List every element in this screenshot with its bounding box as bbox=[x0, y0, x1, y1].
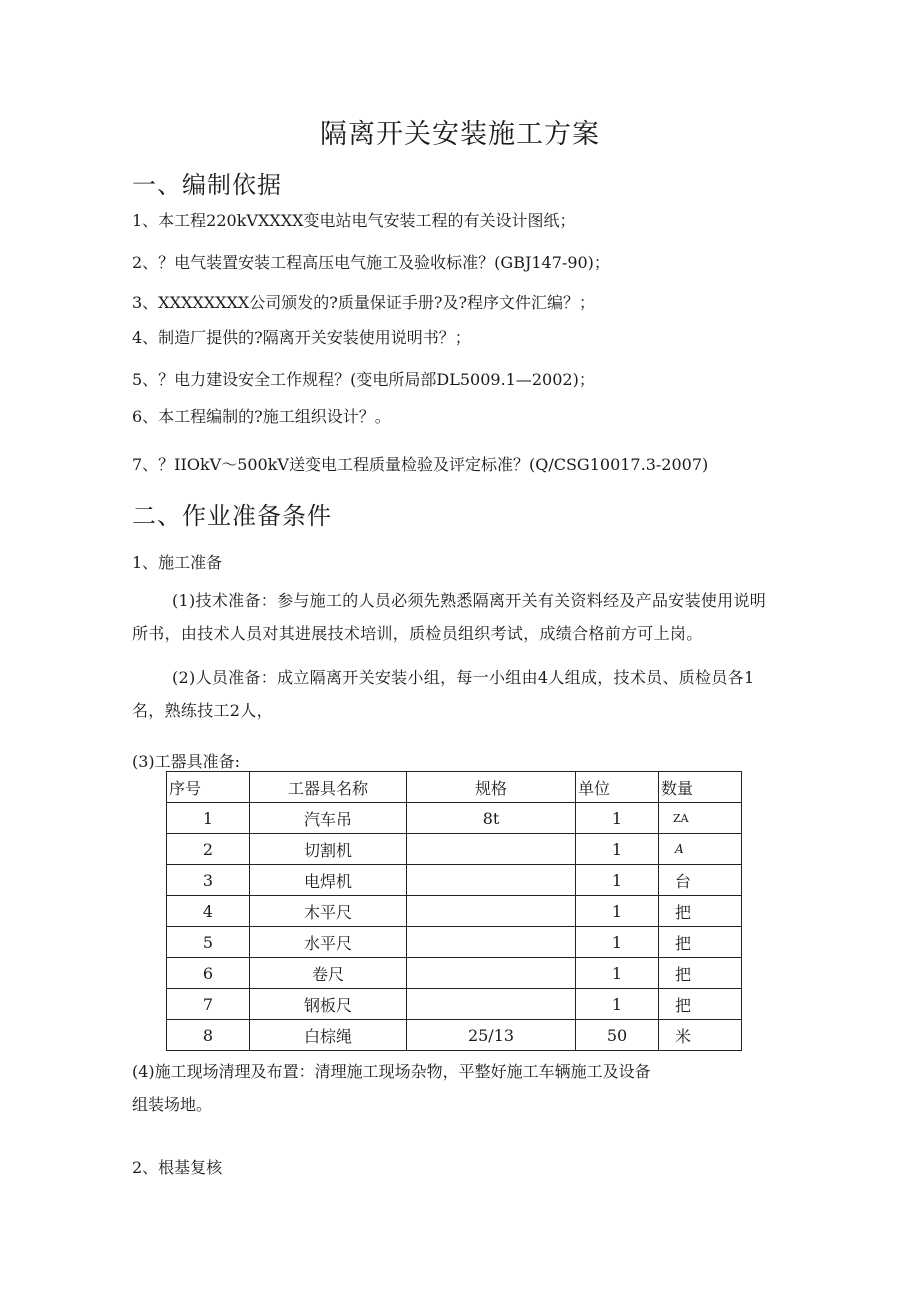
section-heading-basis: 一、编制依据 bbox=[132, 171, 282, 199]
table-header-cell: 序号 bbox=[167, 772, 250, 803]
paragraph-personnel-prep: (2)人员准备：成立隔离开关安装小组，每一小组由4人组成，技术员、质检员各1名，熟练技工2人， bbox=[132, 668, 755, 720]
table-row bbox=[167, 896, 742, 927]
table-row bbox=[167, 958, 742, 989]
table-cell: 白棕绳 bbox=[250, 1020, 407, 1051]
table-cell: 木平尺 bbox=[250, 896, 407, 927]
table-cell: 1 bbox=[167, 803, 250, 834]
table-cell: ZA bbox=[659, 803, 742, 834]
table-cell bbox=[407, 834, 576, 865]
table-cell: 汽车吊 bbox=[250, 803, 407, 834]
table-cell: 50 bbox=[576, 1020, 659, 1051]
table-row bbox=[167, 865, 742, 896]
table-cell: 钢板尺 bbox=[250, 989, 407, 1020]
table-cell: 1 bbox=[576, 958, 659, 989]
basis-item-1: 1、本工程220kVXXXX变电站电气安装工程的有关设计图纸； bbox=[132, 211, 576, 230]
table-cell: 3 bbox=[167, 865, 250, 896]
table-cell: 1 bbox=[576, 989, 659, 1020]
table-cell: 8 bbox=[167, 1020, 250, 1051]
table-cell bbox=[407, 989, 576, 1020]
table-cell: 1 bbox=[576, 803, 659, 834]
table-cell: 卷尺 bbox=[250, 958, 407, 989]
table-cell: 7 bbox=[167, 989, 250, 1020]
table-cell: 电焊机 bbox=[250, 865, 407, 896]
paragraph-site-clearing: (4)施工现场清理及布置：清理施工现场杂物，平整好施工车辆施工及设备组装场地。 bbox=[132, 1062, 651, 1114]
table-header-cell: 单位 bbox=[576, 772, 659, 803]
table-cell: 米 bbox=[659, 1020, 742, 1051]
table-header-row bbox=[167, 772, 742, 803]
table-cell: 2 bbox=[167, 834, 250, 865]
table-cell bbox=[407, 896, 576, 927]
table-cell: 25/13 bbox=[407, 1020, 576, 1051]
basis-item-4: 4、制造厂提供的?隔离开关安装使用说明书？； bbox=[132, 328, 471, 347]
table-cell: 5 bbox=[167, 927, 250, 958]
table-row bbox=[167, 989, 742, 1020]
table-cell: 水平尺 bbox=[250, 927, 407, 958]
table-row bbox=[167, 1020, 742, 1051]
tools-table bbox=[166, 771, 742, 1051]
table-cell: A bbox=[659, 834, 742, 865]
paragraph-tools-prep: (3)工器具准备: bbox=[132, 752, 241, 771]
table-cell: 1 bbox=[576, 865, 659, 896]
basis-item-7: 7、？IIOkV～500kV送变电工程质量检验及评定标准？(Q/CSG10017.3-2007) bbox=[132, 455, 709, 474]
table-row bbox=[167, 803, 742, 834]
table-cell: 把 bbox=[659, 989, 742, 1020]
table-cell: 把 bbox=[659, 927, 742, 958]
section-heading-preparation: 二、作业准备条件 bbox=[132, 502, 332, 530]
table-row bbox=[167, 834, 742, 865]
basis-item-2: 2、？电气装置安装工程高压电气施工及验收标准？(GBJ147-90)； bbox=[132, 253, 610, 272]
table-cell bbox=[407, 927, 576, 958]
table-header-cell: 规格 bbox=[407, 772, 576, 803]
table-cell bbox=[407, 958, 576, 989]
document-title: 隔离开关安装施工方案 bbox=[320, 119, 600, 150]
table-cell: 把 bbox=[659, 896, 742, 927]
subheading-construction-prep: 1、施工准备 bbox=[132, 553, 223, 572]
table-cell: 切割机 bbox=[250, 834, 407, 865]
table-cell: 1 bbox=[576, 927, 659, 958]
table-cell: 1 bbox=[576, 896, 659, 927]
basis-item-5: 5、？电力建设安全工作规程？(变电所局部DL5009.1—2002)； bbox=[132, 370, 595, 389]
basis-item-6: 6、本工程编制的?施工组织设计？。 bbox=[132, 407, 391, 426]
table-cell: 6 bbox=[167, 958, 250, 989]
table-cell: 把 bbox=[659, 958, 742, 989]
table-header-cell: 数量 bbox=[659, 772, 742, 803]
paragraph-technical-prep: (1)技术准备：参与施工的人员必须先熟悉隔离开关有关资料经及产品安装使用说明所书，由技术人员对其进展技术培训，质检员组织考试，成绩合格前方可上岗。 bbox=[132, 591, 767, 643]
subheading-foundation-check: 2、根基复核 bbox=[132, 1158, 223, 1177]
table-cell: 4 bbox=[167, 896, 250, 927]
table-cell: 8t bbox=[407, 803, 576, 834]
table-cell: 1 bbox=[576, 834, 659, 865]
table-cell: 台 bbox=[659, 865, 742, 896]
table-cell bbox=[407, 865, 576, 896]
basis-item-3: 3、XXXXXXXX公司颁发的?质量保证手册?及?程序文件汇编？； bbox=[132, 293, 596, 312]
table-row bbox=[167, 927, 742, 958]
table-header-cell: 工器具名称 bbox=[250, 772, 407, 803]
